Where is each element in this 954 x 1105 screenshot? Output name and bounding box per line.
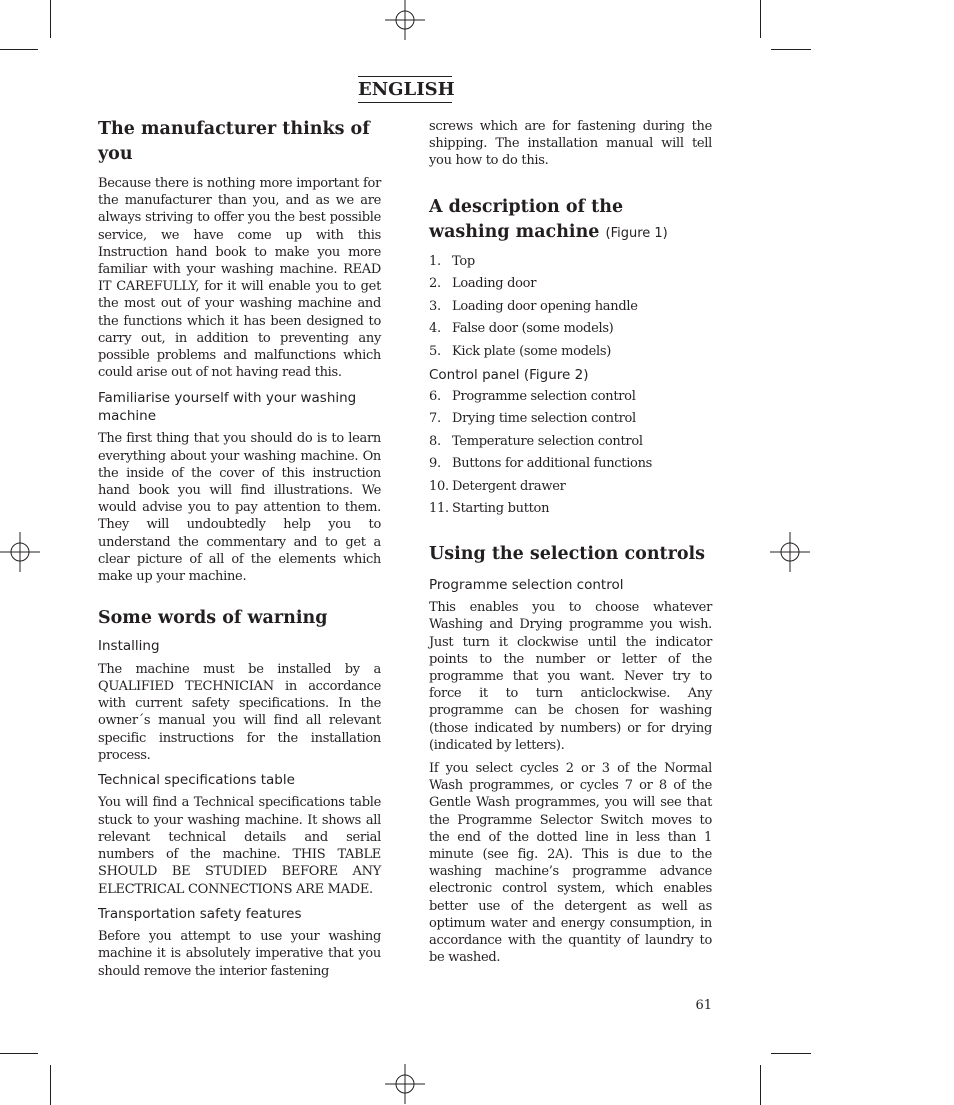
- list-item: [429, 453, 712, 476]
- list-item-label: Loading door opening handle: [452, 298, 638, 314]
- registration-mark-icon: [0, 532, 40, 572]
- cycles-paragraph: If you select cycles 2 or 3 of the Normal Wash programmes, or cycles 7 or 8 of the Gentle Wash programmes, you will see that the Programme Selector Switch moves to the end of the dotted line in less than 1 minute (see fig. 2A). This is due to the washing machine’s programme advance electronic control system, which enables better use of the detergent as well as optimum water and energy consumption, in accordance with the quantity of laundry to be washed.: [429, 760, 712, 966]
- figure-1-reference: (Figure 1): [605, 225, 668, 241]
- crop-mark: [771, 1053, 811, 1054]
- list-item-number: 11.: [429, 501, 449, 517]
- crop-mark: [50, 0, 51, 38]
- list-item-label: Temperature selection control: [452, 433, 643, 449]
- section-title-selection-controls: Using the selection controls: [429, 543, 706, 564]
- list-item: [429, 476, 712, 499]
- list-item-label: Buttons for additional functions: [452, 456, 653, 472]
- list-item: [429, 251, 712, 274]
- list-item-label: Detergent drawer: [452, 478, 566, 494]
- left-column: [98, 117, 381, 980]
- tech-specs-paragraph: You will find a Technical specifications table stuck to your washing machine. It shows all relevant technical details and serial numbers of the machine. THIS TABLE SHOULD BE STUDIED BEFORE ANY ELECTRICAL CONNECTIONS ARE MADE.: [98, 795, 381, 897]
- list-item: [429, 408, 712, 431]
- list-item: [429, 296, 712, 319]
- list-item-number: 3.: [429, 298, 441, 314]
- crop-mark: [771, 49, 811, 50]
- list-item-number: 5.: [429, 343, 441, 359]
- list-item: [429, 498, 712, 521]
- transport-paragraph-continued: screws which are for fastening during the shipping. The installation manual will tell you how to do this.: [429, 119, 712, 169]
- list-item-number: 8.: [429, 433, 441, 449]
- list-item-label: Programme selection control: [452, 388, 636, 404]
- list-item-label: Drying time selection control: [452, 411, 636, 427]
- crop-mark: [760, 1065, 761, 1105]
- section-title-warning: Some words of warning: [98, 608, 328, 629]
- list-item-label: Top: [452, 253, 475, 269]
- section-title-manufacturer: The manufacturer thinks of you: [98, 119, 370, 164]
- installing-paragraph: The machine must be installed by a QUALIFIED TECHNICIAN in accordance with current safety specifications. In the owner´s manual you will find all relevant specific instructions for the installation process.: [98, 661, 381, 763]
- list-item-number: 9.: [429, 456, 441, 472]
- crop-mark: [50, 1065, 51, 1105]
- right-column: [429, 117, 712, 966]
- language-header: [358, 76, 455, 103]
- figure-2-list: [429, 386, 712, 521]
- subheading-control-panel: Control panel (Figure 2): [429, 367, 589, 384]
- list-item: [429, 273, 712, 296]
- list-item-number: 10.: [429, 478, 449, 494]
- registration-mark-icon: [385, 0, 425, 40]
- list-item: [429, 386, 712, 409]
- figure-1-list: [429, 251, 712, 364]
- list-item-label: Kick plate (some models): [452, 343, 612, 359]
- subheading-tech-specs: Technical specifications table: [98, 771, 295, 788]
- programme-selection-paragraph: This enables you to choose whatever Washing and Drying programme you wish. Just turn it clockwise until the indicator points to the number or letter of the programme that you want. Never try to force it to turn anticlockwise. Any programme can be chosen for washing (those indicated by numbers) or for drying (indicated by letters).: [429, 600, 712, 753]
- list-item-number: 1.: [429, 253, 441, 269]
- list-item: [429, 318, 712, 341]
- intro-paragraph: Because there is nothing more important for the manufacturer than you, and as we are always striving to offer you the best possible service, we have come up with this Instruction hand book to make you more familiar with your washing machine. READ IT CAREFULLY, for it will enable you to get the most out of your washing machine and the functions which it has been designed to carry out, in addition to preventing any possible problems and malfunctions which could arise out of not having read this.: [98, 176, 381, 381]
- transport-paragraph: Before you attempt to use your washing machine it is absolutely imperative that you should remove the interior fastening: [98, 929, 381, 979]
- list-item-number: 7.: [429, 411, 441, 427]
- description-title-line1: A description of the: [429, 196, 624, 217]
- list-item-label: Loading door: [452, 276, 537, 292]
- list-item-label: Starting button: [452, 501, 550, 517]
- list-item-number: 4.: [429, 321, 441, 337]
- list-item-number: 6.: [429, 388, 441, 404]
- page-number: 61: [695, 998, 712, 1013]
- list-item: [429, 341, 712, 364]
- familiarise-paragraph: The first thing that you should do is to learn everything about your washing machine. On the inside of the cover of this instruction hand book you will find illustrations. We would advise you to pay attention to them. They will undoubtedly help you to understand the commentary and to get a clear picture of all of the elements which make up your machine.: [98, 431, 381, 585]
- header-rule-bottom: [358, 102, 452, 103]
- list-item-number: 2.: [429, 276, 441, 292]
- crop-mark: [0, 49, 38, 50]
- description-title-line2: washing machine: [429, 221, 600, 242]
- list-item: [429, 431, 712, 454]
- subheading-transport: Transportation safety features: [98, 905, 302, 922]
- crop-mark: [0, 1053, 38, 1054]
- crop-mark: [760, 0, 761, 38]
- section-title-description: [429, 195, 712, 246]
- language-label: ENGLISH: [358, 79, 455, 100]
- subheading-programme-selection: Programme selection control: [429, 576, 624, 593]
- registration-mark-icon: [385, 1064, 425, 1104]
- subheading-installing: Installing: [98, 638, 160, 655]
- registration-mark-icon: [770, 532, 810, 572]
- list-item-label: False door (some models): [452, 321, 614, 337]
- subheading-familiarise: Familiarise yourself with your washing machine: [98, 390, 357, 424]
